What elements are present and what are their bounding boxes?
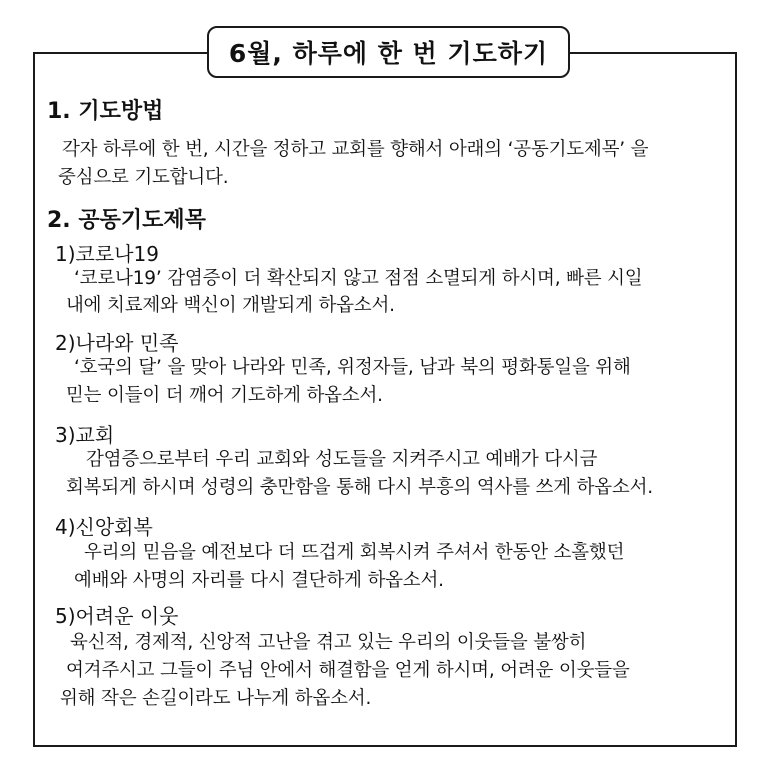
page-title-box [207, 26, 570, 78]
prayer-item-text-line: 우리의 믿음을 예전보다 더 뜨겁게 회복시켜 주셔서 한동안 소홀했던 [84, 542, 625, 563]
prayer-item-text-line: 육신적, 경제적, 신앙적 고난을 겪고 있는 우리의 이웃들을 불쌍히 [70, 632, 587, 653]
prayer-item-text-line: ‘코로나19’ 감염증이 더 확산되지 않고 점점 소멸되게 하시며, 빠른 시일 [74, 268, 643, 289]
prayer-item-text-line: 회복되게 하시며 성령의 충만함을 통해 다시 부흥의 역사를 쓰게 하옵소서. [66, 477, 653, 498]
prayer-item-text-line: 감염증으로부터 우리 교회와 성도들을 지켜주시고 예배가 다시금 [86, 449, 598, 470]
prayer-item-text-line: 위해 작은 손길이라도 나누게 하옵소서. [60, 688, 372, 709]
prayer-item-title: 2)나라와 민족 [55, 331, 179, 355]
section-heading-method: 1. 기도방법 [47, 99, 164, 124]
prayer-item-text-line: 여겨주시고 그들이 주님 안에서 해결함을 얻게 하시며, 어려운 이웃들을 [66, 660, 630, 681]
prayer-item-text-line: 내에 치료제와 백신이 개발되게 하옵소서. [66, 295, 395, 316]
prayer-item-title: 3)교회 [55, 423, 115, 447]
prayer-item-text-line: ‘호국의 달’ 을 맞아 나라와 민족, 위정자들, 남과 북의 평화통일을 위해 [74, 357, 631, 378]
method-text-line: 중심으로 기도합니다. [58, 167, 229, 188]
page-title: 6월, 하루에 한 번 기도하기 [228, 39, 549, 68]
prayer-item-title: 5)어려운 이웃 [55, 604, 179, 628]
section-heading-prayer-topics: 2. 공동기도제목 [47, 208, 206, 233]
method-text-line: 각자 하루에 한 번, 시간을 정하고 교회를 향해서 아래의 ‘공동기도제목’ 을 [62, 139, 649, 160]
prayer-item-title: 4)신앙회복 [55, 515, 153, 539]
prayer-item-text-line: 믿는 이들이 더 깨어 기도하게 하옵소서. [66, 385, 383, 406]
prayer-item-title: 1)코로나19 [55, 242, 159, 266]
prayer-item-text-line: 예배와 사명의 자리를 다시 결단하게 하옵소서. [74, 570, 444, 591]
